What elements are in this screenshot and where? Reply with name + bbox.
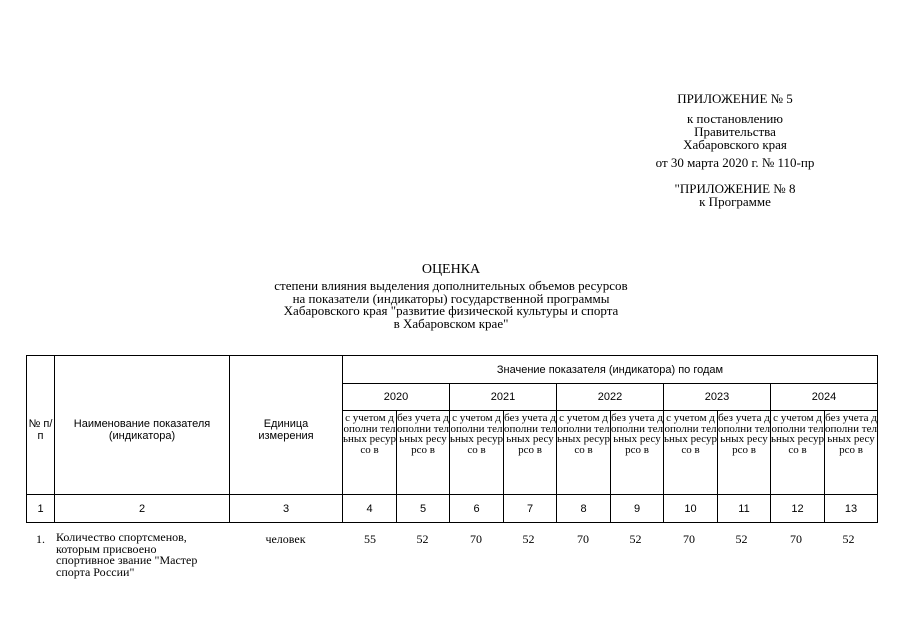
row-value: 52 bbox=[416, 532, 429, 546]
appendix-heading bbox=[630, 92, 840, 105]
header-unit: Единица измерения bbox=[230, 356, 343, 495]
indicator-table bbox=[26, 355, 878, 523]
year-2023: 2023 bbox=[664, 384, 771, 411]
year-2020: 2020 bbox=[343, 384, 450, 411]
column-index: 12 bbox=[771, 495, 825, 523]
row-value: 52 bbox=[842, 532, 855, 546]
column-index-row bbox=[27, 495, 878, 523]
column-index: 4 bbox=[343, 495, 397, 523]
appendix-government: Правительства bbox=[694, 124, 776, 139]
column-index: 10 bbox=[664, 495, 718, 523]
appendix-program bbox=[630, 182, 840, 208]
year-2021: 2021 bbox=[450, 384, 557, 411]
row-value: 70 bbox=[470, 532, 482, 546]
header-num: № п/п bbox=[27, 356, 55, 495]
document-title: ОЦЕНКА bbox=[421, 262, 481, 277]
with-resources-header: с учетом дополни тельных ресурсо в bbox=[664, 411, 718, 495]
with-resources-header: с учетом дополни тельных ресурсо в bbox=[771, 411, 825, 495]
row-indicator-name: Количество спортсменов, которым присвоено спортивное звание "Мастер спорта России" bbox=[56, 530, 198, 579]
without-resources-header: без учета дополни тельных ресурсо в bbox=[504, 411, 557, 495]
year-2022: 2022 bbox=[557, 384, 664, 411]
header-name: Наименование показателя (индикатора) bbox=[55, 356, 230, 495]
row-value: 55 bbox=[364, 532, 376, 546]
appendix-decree bbox=[630, 112, 840, 151]
row-number: 1. bbox=[36, 532, 45, 546]
appendix-region: Хабаровского края bbox=[683, 137, 787, 152]
appendix-date: от 30 марта 2020 г. № 110-пр bbox=[655, 155, 815, 170]
column-index: 5 bbox=[397, 495, 450, 523]
row-value: 52 bbox=[522, 532, 535, 546]
row-unit: человек bbox=[265, 532, 306, 546]
without-resources-header: без учета дополни тельных ресурсо в bbox=[611, 411, 664, 495]
column-index: 3 bbox=[230, 495, 343, 523]
header-values: Значение показателя (индикатора) по годам bbox=[343, 356, 878, 384]
appendix-to-program: к Программе bbox=[699, 194, 771, 209]
appendix-to-decree: к постановлению bbox=[686, 111, 784, 126]
document-subtitle bbox=[226, 280, 676, 330]
column-index: 11 bbox=[718, 495, 771, 523]
without-resources-header: без учета дополни тельных ресурсо в bbox=[397, 411, 450, 495]
column-index: 8 bbox=[557, 495, 611, 523]
without-resources-header: без учета дополни тельных ресурсо в bbox=[718, 411, 771, 495]
column-index: 13 bbox=[825, 495, 878, 523]
subtitle-line-4: в Хабаровском крае" bbox=[393, 315, 509, 331]
row-value: 70 bbox=[577, 532, 589, 546]
subtitle-line-3: Хабаровского края "развитие физической культуры и спорта bbox=[283, 303, 619, 318]
subtitle-line-1: степени влияния выделения дополнительных объемов ресурсов bbox=[274, 278, 628, 293]
appendix-number: ПРИЛОЖЕНИЕ № 5 bbox=[677, 91, 793, 106]
with-resources-header: с учетом дополни тельных ресурсо в bbox=[557, 411, 611, 495]
column-index: 2 bbox=[55, 495, 230, 523]
row-value: 52 bbox=[735, 532, 748, 546]
row-value: 52 bbox=[629, 532, 642, 546]
column-index: 6 bbox=[450, 495, 504, 523]
with-resources-header: с учетом дополни тельных ресурсо в bbox=[343, 411, 397, 495]
without-resources-header: без учета дополни тельных ресурсо в bbox=[825, 411, 878, 495]
with-resources-header: с учетом дополни тельных ресурсо в bbox=[450, 411, 504, 495]
year-2024: 2024 bbox=[771, 384, 878, 411]
appendix-number-8: "ПРИЛОЖЕНИЕ № 8 bbox=[674, 181, 796, 196]
subtitle-line-2: на показатели (индикаторы) государственной программы bbox=[292, 290, 610, 306]
row-value: 70 bbox=[790, 532, 802, 546]
column-index: 1 bbox=[27, 495, 55, 523]
column-index: 7 bbox=[504, 495, 557, 523]
column-index: 9 bbox=[611, 495, 664, 523]
row-value: 70 bbox=[683, 532, 695, 546]
